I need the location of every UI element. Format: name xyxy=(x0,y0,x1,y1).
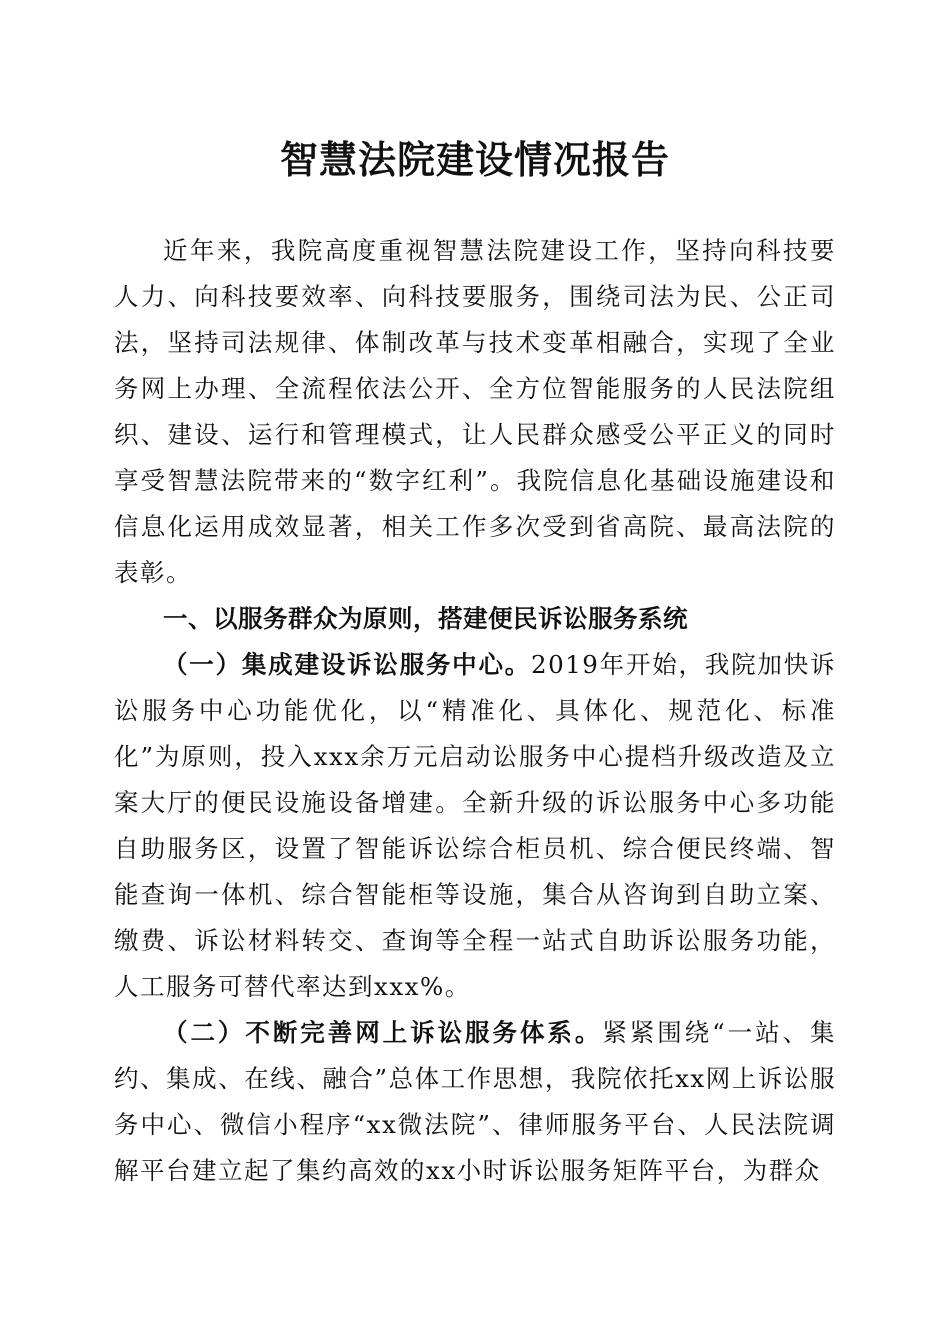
section-heading-1: 一、以服务群众为原则，搭建便民诉讼服务系统 xyxy=(163,604,688,633)
item-1-body: 2019年开始，我院加快诉讼服务中心功能优化，以“精准化、具体化、规范化、标准化”为原则，投入xxx余万元启动讼服务中心提档升级改造及立案大厅的便民设施设备增建。全新升级的诉讼服务中心多功能自助服务区，设置了智能诉讼综合柜员机、综合便民终端、智能查询一体机、综合智能柜等设施，集合从咨询到自助立案、缴费、诉讼材料转交、查询等全程一站式自助诉讼服务功能，人工服务可替代率达到xxx%。 xyxy=(114,650,836,1001)
item-2-body: 紧紧围绕“一站、集约、集成、在线、融合”总体工作思想，我院依托xx网上诉讼服务中心、微信小程序“xx微法院”、律师服务平台、人民法院调解平台建立起了集约高效的xx小时诉讼服务矩阵平台，为群众 xyxy=(114,1018,836,1185)
item-1-heading: （一）集成建设诉讼服务中心。 xyxy=(163,650,532,679)
paragraph-item-1 xyxy=(114,642,836,1010)
document-title: 智慧法院建设情况报告 xyxy=(279,137,670,182)
document-body xyxy=(114,228,836,1194)
intro-paragraph: 近年来，我院高度重视智慧法院建设工作，坚持向科技要人力、向科技要效率、向科技要服务，围绕司法为民、公正司法，坚持司法规律、体制改革与技术变革相融合，实现了全业务网上办理、全流程依法公开、全方位智能服务的人民法院组织、建设、运行和管理模式，让人民群众感受公平正义的同时享受智慧法院带来的“数字红利”。我院信息化基础设施建设和信息化运用成效显著，相关工作多次受到省高院、最高法院的表彰。 xyxy=(114,236,836,587)
item-2-heading: （二）不断完善网上诉讼服务体系。 xyxy=(163,1018,603,1047)
paragraph-item-2 xyxy=(114,1010,836,1194)
